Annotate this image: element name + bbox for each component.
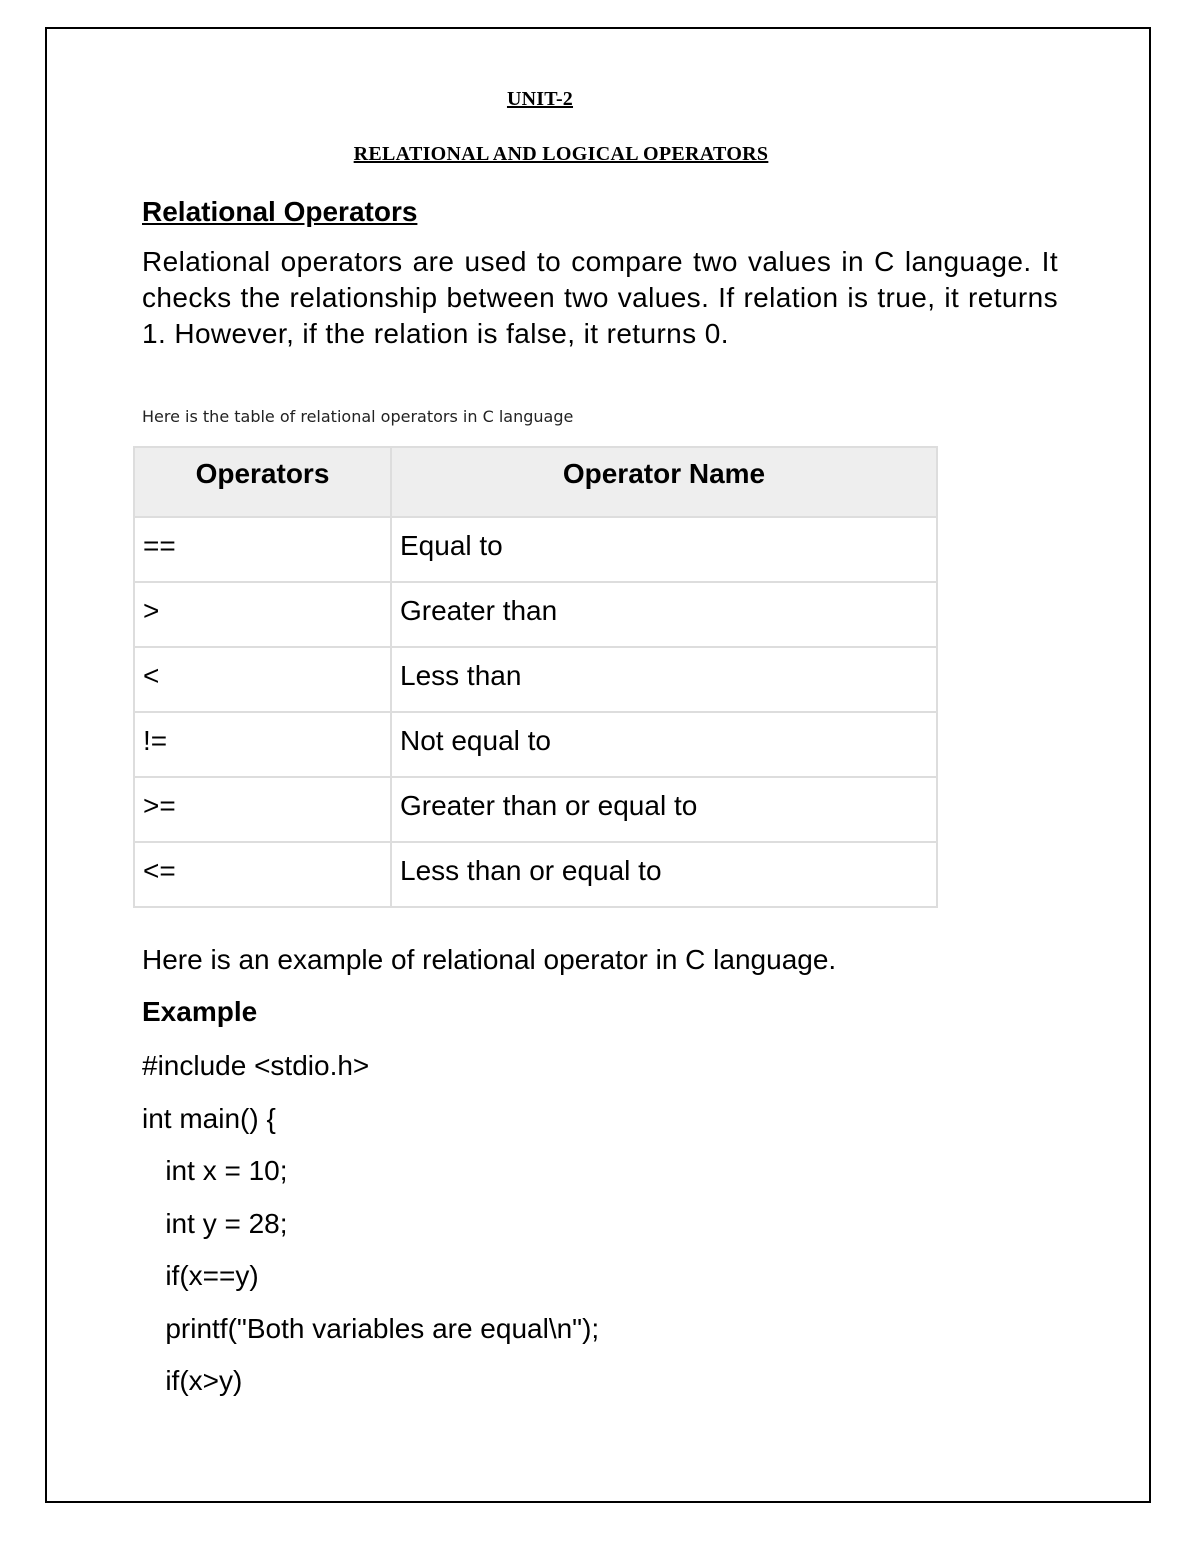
operator-name-cell: Not equal to <box>391 712 937 777</box>
table-row <box>134 712 937 777</box>
example-heading: Example <box>142 996 258 1027</box>
operator-cell: >= <box>134 777 391 842</box>
table-row <box>134 777 937 842</box>
code-line: int x = 10; <box>142 1155 288 1186</box>
operators-table <box>133 446 938 908</box>
code-line: #include <stdio.h> <box>142 1050 370 1081</box>
table-caption: Here is the table of relational operators in C language <box>142 407 574 426</box>
operator-cell: > <box>134 582 391 647</box>
intro-paragraph: Relational operators are used to compare two values in C language. It checks the relationship between two values. If relation is true, it returns 1. However, if the relation is false, it returns 0. <box>142 246 1058 349</box>
operator-name-cell: Less than or equal to <box>391 842 937 907</box>
table-header-row <box>134 447 937 517</box>
code-line: int y = 28; <box>142 1207 288 1239</box>
unit-title: UNIT-2 <box>506 88 574 110</box>
table-row <box>134 582 937 647</box>
section-heading: Relational Operators <box>142 196 418 227</box>
code-line: if(x>y) <box>142 1365 243 1396</box>
operator-cell: < <box>134 647 391 712</box>
table-row <box>134 517 937 582</box>
operator-name-cell: Greater than or equal to <box>391 777 937 842</box>
table-row <box>134 647 937 712</box>
operator-name-cell: Greater than <box>391 582 937 647</box>
operator-cell: == <box>134 517 391 582</box>
code-line: printf("Both variables are equal\n"); <box>142 1312 600 1344</box>
column-header-operators: Operators <box>134 447 391 517</box>
code-line: int main() { <box>142 1102 276 1134</box>
column-header-operator-name: Operator Name <box>391 447 937 517</box>
operator-cell: != <box>134 712 391 777</box>
operator-cell: <= <box>134 842 391 907</box>
code-line: if(x==y) <box>142 1260 259 1291</box>
example-intro: Here is an example of relational operator in C language. <box>142 944 837 975</box>
code-block <box>142 1048 599 1416</box>
table-row <box>134 842 937 907</box>
operator-name-cell: Equal to <box>391 517 937 582</box>
operator-name-cell: Less than <box>391 647 937 712</box>
document-title: RELATIONAL AND LOGICAL OPERATORS <box>353 143 769 165</box>
